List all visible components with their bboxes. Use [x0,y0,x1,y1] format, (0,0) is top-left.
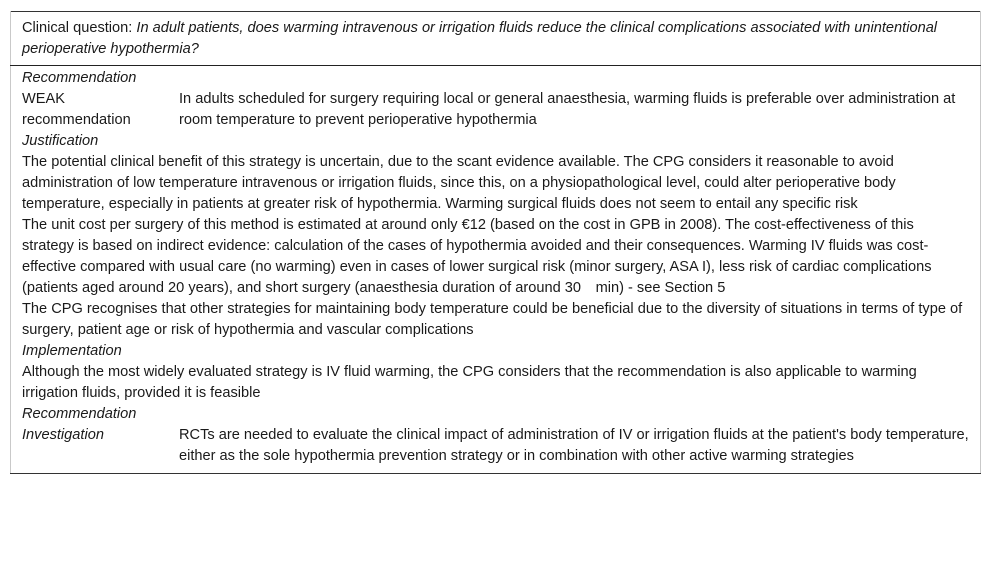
investigation-label: Investigation [22,427,104,443]
justification-paragraph-3: The CPG recognises that other strategies for maintaining body temperature could be beneficial due to the diversity of situations in terms of type of surgery, patient age or risk of hypothermia and vascular complications [11,299,981,341]
clinical-question-text: In adult patients, does warming intravenous or irrigation fluids reduce the clinical complications associated with unintentional perioperative hypothermia? [22,20,938,57]
justification-p3-row [11,299,981,341]
recommendation2-heading: Recommendation [22,406,137,422]
clinical-question-cell [11,12,981,66]
justification-p1-row [11,152,981,215]
justification-heading: Justification [22,133,99,149]
recommendation-table-container [10,11,981,474]
implementation-row [11,362,981,404]
implementation-heading-row [11,341,981,362]
recommendation-text: In adults scheduled for surgery requiring local or general anaesthesia, warming fluids is preferable over administration at room temperature to prevent perioperative hypothermia [168,89,981,131]
investigation-text: RCTs are needed to evaluate the clinical impact of administration of IV or irrigation fluids at the patient's body temperature, either as the sole hypothermia prevention strategy or in combination with other active warming strategies [168,425,981,474]
recommendation-heading-row [11,66,981,90]
investigation-row [11,425,981,474]
justification-heading-cell [11,131,981,152]
implementation-heading: Implementation [22,343,122,359]
recommendation-table [10,11,981,474]
implementation-heading-cell [11,341,981,362]
implementation-text: Although the most widely evaluated strategy is IV fluid warming, the CPG considers that the recommendation is also applicable to warming irrigation fluids, provided it is feasible [11,362,981,404]
justification-heading-row [11,131,981,152]
investigation-label-cell [11,425,169,474]
recommendation-grade: WEAK recommendation [11,89,169,131]
recommendation-heading-cell [11,66,981,90]
recommendation2-heading-cell [11,404,981,425]
clinical-question-row [11,12,981,66]
justification-paragraph-1: The potential clinical benefit of this strategy is uncertain, due to the scant evidence available. The CPG considers it reasonable to avoid administration of low temperature intravenous or irrigation fluids, since this, on a physiopathological level, could alter perioperative body temperature, especially in patients at greater risk of hypothermia. Warming surgical fluids does not seem to entail any specific risk [11,152,981,215]
recommendation-heading: Recommendation [22,70,137,86]
recommendation-row [11,89,981,131]
recommendation2-heading-row [11,404,981,425]
clinical-question-prefix: Clinical question: [22,20,137,36]
justification-p2-row [11,215,981,299]
justification-paragraph-2: The unit cost per surgery of this method is estimated at around only €12 (based on the cost in GPB in 2008). The cost-effectiveness of this strategy is based on indirect evidence: calculation of the cases of hypothermia avoided and their consequences. Warming IV fluids was cost-effective compared with usual care (no warming) even in cases of lower surgical risk (minor surgery, ASA I), less risk of cardiac complications (patients aged around 20 years), and short surgery (anaesthesia duration of around 30 min) - see Section 5 [11,215,981,299]
